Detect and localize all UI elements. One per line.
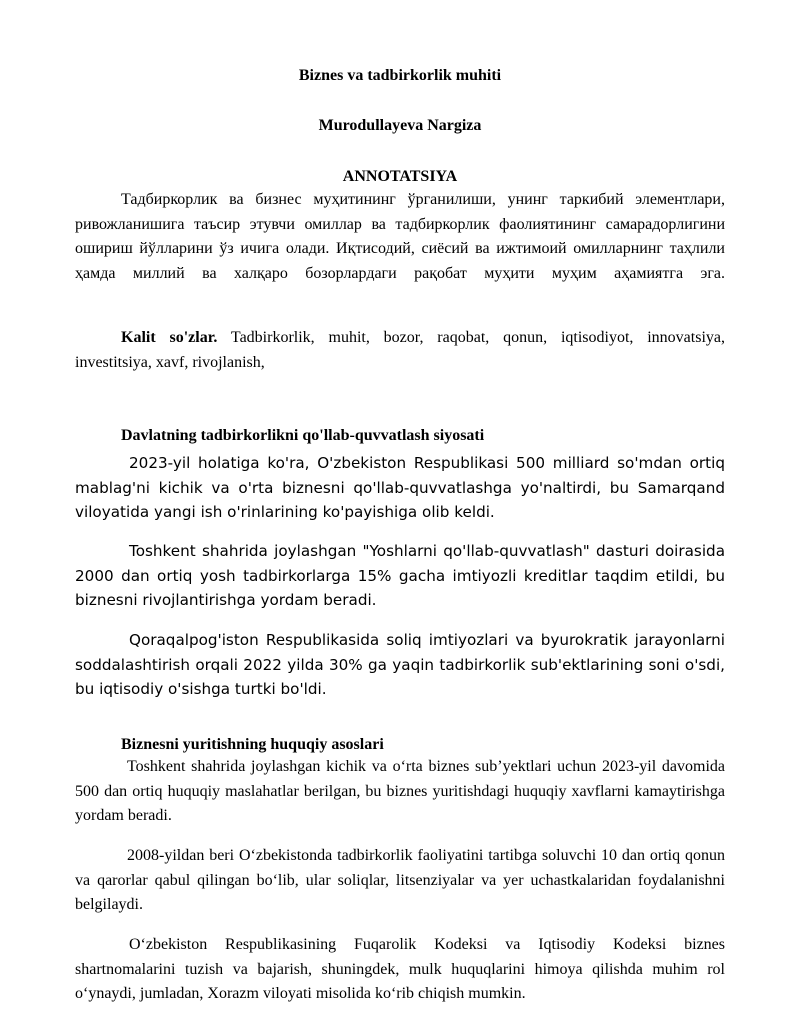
section2-paragraph: Toshkent shahrida joylashgan kichik va o‘rta biznes sub’yektlari uchun 2023-yil davomida 500 dan ortiq huquqiy maslahatlar berilgan, bu biznes yuritishdagi huquqiy xavflarni kamaytirishga yordam beradi. [75, 758, 725, 824]
document-title: Biznes va tadbirkorlik muhiti [298, 67, 502, 84]
keywords-label: Kalit so'zlar. [121, 329, 218, 346]
section-heading-support-policy: Davlatning tadbirkorlikni qo'llab-quvvatlash siyosati [121, 427, 485, 444]
section2-paragraph: O‘zbekiston Respublikasining Fuqarolik Kodeksi va Iqtisodiy Kodeksi biznes shartnomalarini tuzish va bajarish, shuningdek, mulk huquqlarini himoya qilishda muhim rol o‘ynaydi, jumladan, Xorazm viloyati misolida ko‘rib chiqish mumkin. [75, 936, 725, 1002]
section-heading-legal-basis: Biznesni yuritishning huquqiy asoslari [121, 736, 384, 753]
section1-paragraph: Qoraqalpog'iston Respublikasida soliq imtiyozlari va byurokratik jarayonlarni soddalashtirish orqali 2022 yilda 30% ga yaqin tadbirkorlik sub'ektlarining soni o'sdi, bu iqtisodiy o'sishga turtki bo'ldi. [75, 631, 725, 698]
annotation-heading: ANNOTATSIYA [342, 168, 458, 185]
keywords-paragraph [75, 326, 725, 375]
section1-paragraph: Toshkent shahrida joylashgan "Yoshlarni qo'llab-quvvatlash" dasturi doirasida 2000 dan ortiq yosh tadbirkorlarga 15% gacha imtiyozli kreditlar taqdim etildi, bu biznesni rivojlantirishga yordam beradi. [75, 542, 725, 609]
keywords-text: Tadbirkorlik, muhit, bozor, raqobat, qonun, iqtisodiyot, innovatsiya, investitsiya, xavf, rivojlanish, [75, 329, 726, 371]
annotation-text: Тадбиркорлик ва бизнес муҳитининг ўрганилиши, унинг таркибий элементлари, ривожланишига таъсир этувчи омиллар ва тадбиркорлик фаолиятининг самарадорлигини ошириш йўлларини ўз ичига олади. Иқтисодий, сиёсий ва ижтимоий омилларнинг таҳлили ҳамда миллий ва халқаро бозорлардаги рақобат муҳити муҳим аҳамиятга эга. [75, 191, 725, 282]
section1-paragraph: 2023-yil holatiga ko'ra, O'zbekiston Respublikasi 500 milliard so'mdan ortiq mablag'ni kichik va o'rta biznesni qo'llab-quvvatlashga yo'naltirdi, bu Samarqand viloyatida yangi ish o'rinlarining ko'payishiga olib keldi. [75, 454, 725, 521]
section2-paragraph: 2008-yildan beri O‘zbekistonda tadbirkorlik faoliyatini tartibga soluvchi 10 dan ortiq qonun va qarorlar qabul qilingan bo‘lib, ular soliqlar, litsenziyalar va yer uchastkalaridan foydalanishni belgilaydi. [75, 847, 725, 913]
author-name: Murodullayeva Nargiza [318, 117, 482, 134]
